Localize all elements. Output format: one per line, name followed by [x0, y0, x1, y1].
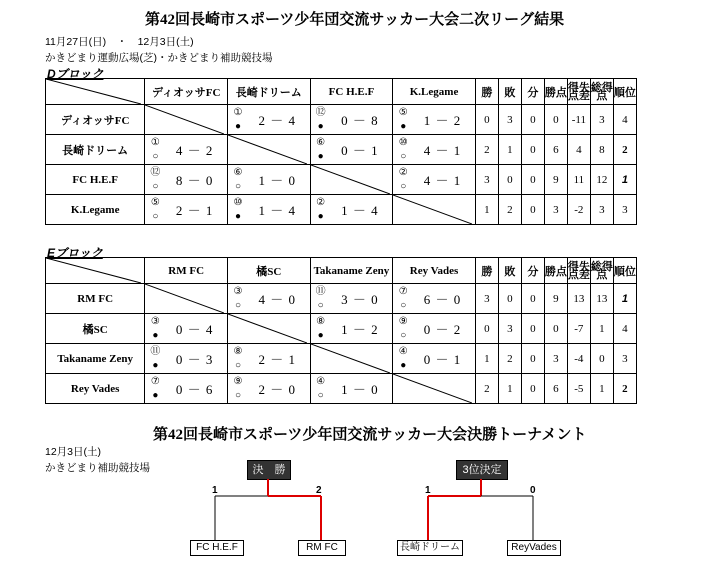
- stat-header: 分: [521, 258, 544, 284]
- match-number: ⑧: [233, 346, 243, 357]
- match-score: 2 － 0: [258, 382, 297, 397]
- stat-value: 0: [521, 105, 544, 135]
- stat-header: 総得点: [590, 258, 613, 284]
- match-score: 2 － 1: [258, 352, 297, 367]
- stat-value: 0: [498, 165, 521, 195]
- match-number: ④: [316, 376, 326, 387]
- match-score: 1 － 0: [258, 173, 297, 188]
- stat-value: 1: [475, 195, 498, 225]
- stat-value: 3: [498, 314, 521, 344]
- match-score: 0 － 4: [175, 322, 214, 337]
- stat-value: 12: [590, 165, 613, 195]
- match-score: 3 － 0: [341, 292, 379, 307]
- stat-value: 1: [475, 344, 498, 374]
- match-number: ②: [316, 197, 326, 208]
- match-number: ⑨: [233, 376, 243, 387]
- match-number: ⑥: [233, 167, 243, 178]
- final-left-team: FC H.E.F: [190, 540, 244, 556]
- match-number: ⑫: [150, 167, 161, 178]
- stat-value: 3: [475, 284, 498, 314]
- match-score: 1 － 0: [341, 382, 379, 397]
- column-team-header: ディオッサFC: [145, 79, 228, 105]
- block-d-label: Dブロック: [47, 67, 104, 81]
- stat-value: 0: [590, 344, 613, 374]
- stat-header: 敗: [498, 79, 521, 105]
- column-team-header: 橘SC: [227, 258, 310, 284]
- stat-value: 1: [498, 135, 521, 165]
- match-number: ③: [150, 316, 160, 327]
- venues-line: かきどまり運動広場(芝)・かきどまり補助競技場: [45, 52, 273, 64]
- row-team-name: RM FC: [46, 284, 145, 314]
- match-score: 4 － 1: [423, 173, 462, 188]
- match-number: ⑪: [150, 346, 161, 357]
- result-mark: ○: [234, 360, 241, 371]
- stat-value: 8: [590, 135, 613, 165]
- tournament-date: 12月3日(土): [45, 446, 102, 458]
- match-score: 0 － 2: [423, 322, 462, 337]
- match-number: ②: [398, 167, 408, 178]
- third-right-team: ReyVades: [507, 540, 561, 556]
- column-team-header: K.Legame: [393, 79, 476, 105]
- match-number: ⑧: [316, 316, 326, 327]
- stat-value: 2: [498, 344, 521, 374]
- stat-header: 敗: [498, 258, 521, 284]
- match-score: 6 － 0: [423, 292, 462, 307]
- stat-header: 勝点: [544, 258, 567, 284]
- row-team-name: 橘SC: [46, 314, 145, 344]
- stat-value: 9: [544, 165, 567, 195]
- column-team-header: Takaname Zeny: [310, 258, 393, 284]
- result-mark: ○: [234, 390, 241, 401]
- match-score: 1 － 2: [423, 113, 462, 128]
- match-score: 1 － 4: [341, 203, 379, 218]
- stat-value: 0: [475, 314, 498, 344]
- stat-value: 0: [521, 165, 544, 195]
- result-mark: ●: [152, 330, 159, 341]
- stat-value: 3: [544, 344, 567, 374]
- match-score: 0 － 8: [341, 113, 379, 128]
- stat-value: 0: [521, 195, 544, 225]
- match-number: ⑤: [150, 197, 160, 208]
- stat-value: 3: [613, 195, 636, 225]
- row-team-name: ディオッサFC: [46, 105, 145, 135]
- column-team-header: 長崎ドリーム: [227, 79, 310, 105]
- stat-header: 分: [521, 79, 544, 105]
- final-right-score: 2: [316, 485, 322, 496]
- result-mark: ●: [317, 211, 324, 222]
- match-score: 0 － 3: [175, 352, 214, 367]
- match-number: ⑩: [398, 137, 408, 148]
- final-label: 決 勝: [247, 460, 291, 480]
- result-mark: ●: [400, 360, 407, 371]
- stat-value: 4: [613, 105, 636, 135]
- match-number: ⑤: [398, 107, 408, 118]
- result-mark: ●: [152, 360, 159, 371]
- third-right-score: 0: [530, 485, 536, 496]
- stat-value: 1: [590, 374, 613, 404]
- result-mark: ○: [234, 181, 241, 192]
- result-mark: ○: [400, 300, 407, 311]
- stat-value: 0: [521, 344, 544, 374]
- stat-header: 勝: [475, 79, 498, 105]
- match-score: 2 － 4: [258, 113, 297, 128]
- row-team-name: Takaname Zeny: [46, 344, 145, 374]
- stat-value: 3: [475, 165, 498, 195]
- match-score: 1 － 2: [341, 322, 379, 337]
- stat-value: 9: [544, 284, 567, 314]
- result-mark: ●: [152, 390, 159, 401]
- stat-value: 3: [590, 195, 613, 225]
- stat-value: -5: [567, 374, 590, 404]
- stat-header: 総得点: [590, 79, 613, 105]
- stat-value: 2: [498, 195, 521, 225]
- stat-value: 3: [613, 344, 636, 374]
- result-mark: ○: [234, 300, 241, 311]
- stat-value: 0: [544, 105, 567, 135]
- match-score: 4 － 2: [175, 143, 214, 158]
- result-mark: ○: [317, 300, 324, 311]
- result-mark: ●: [234, 211, 241, 222]
- final-right-team: RM FC: [298, 540, 346, 556]
- match-number: ③: [233, 286, 243, 297]
- third-place-label: 3位決定: [456, 460, 508, 480]
- row-team-name: 長崎ドリーム: [46, 135, 145, 165]
- column-team-header: RM FC: [145, 258, 228, 284]
- result-mark: ○: [152, 181, 159, 192]
- result-mark: ○: [317, 390, 324, 401]
- stat-value: 0: [521, 314, 544, 344]
- stat-value: 11: [567, 165, 590, 195]
- stat-value: 2: [475, 135, 498, 165]
- match-score: 2 － 1: [175, 203, 214, 218]
- row-team-name: Rey Vades: [46, 374, 145, 404]
- result-mark: ●: [400, 121, 407, 132]
- row-team-name: FC H.E.F: [46, 165, 145, 195]
- stat-value: 2: [613, 374, 636, 404]
- column-team-header: Rey Vades: [393, 258, 476, 284]
- match-number: ⑪: [315, 286, 326, 297]
- stat-value: -11: [567, 105, 590, 135]
- stat-value: 0: [521, 284, 544, 314]
- stat-value: 4: [567, 135, 590, 165]
- stat-value: 0: [521, 135, 544, 165]
- third-left-score: 1: [425, 485, 431, 496]
- match-score: 4 － 0: [258, 292, 297, 307]
- result-mark: ○: [400, 330, 407, 341]
- match-score: 0 － 1: [423, 352, 462, 367]
- stat-value: -4: [567, 344, 590, 374]
- stat-header: 得失点差: [567, 79, 590, 105]
- stat-value: 1: [498, 374, 521, 404]
- result-mark: ●: [317, 330, 324, 341]
- match-number: ①: [150, 137, 160, 148]
- match-number: ⑩: [233, 197, 243, 208]
- result-mark: ●: [317, 151, 324, 162]
- match-number: ⑥: [316, 137, 326, 148]
- match-score: 1 － 4: [258, 203, 297, 218]
- stat-value: 13: [567, 284, 590, 314]
- stat-value: 0: [475, 105, 498, 135]
- stat-value: 1: [590, 314, 613, 344]
- stat-value: 4: [613, 314, 636, 344]
- match-number: ①: [233, 107, 243, 118]
- stat-header: 勝: [475, 258, 498, 284]
- match-number: ⑨: [398, 316, 408, 327]
- tournament-title: 第42回長崎市スポーツ少年団交流サッカー大会決勝トーナメント: [153, 427, 587, 443]
- result-mark: ○: [400, 151, 407, 162]
- third-left-team: 長崎ドリーム: [397, 540, 463, 556]
- tournament-venue: かきどまり補助競技場: [45, 462, 150, 474]
- result-mark: ○: [152, 151, 159, 162]
- stat-value: 1: [613, 165, 636, 195]
- row-team-name: K.Legame: [46, 195, 145, 225]
- stat-value: -7: [567, 314, 590, 344]
- stat-header: 得失点差: [567, 258, 590, 284]
- stat-value: 3: [590, 105, 613, 135]
- stat-value: 2: [475, 374, 498, 404]
- stat-value: 0: [521, 374, 544, 404]
- stat-value: 1: [613, 284, 636, 314]
- match-number: ⑦: [150, 376, 160, 387]
- final-left-score: 1: [212, 485, 218, 496]
- page-title: 第42回長崎市スポーツ少年団交流サッカー大会二次リーグ結果: [145, 12, 565, 28]
- stat-value: 13: [590, 284, 613, 314]
- stat-value: -2: [567, 195, 590, 225]
- dates-line: 11月27日(日) ・ 12月3日(土): [45, 36, 194, 48]
- stat-value: 2: [613, 135, 636, 165]
- result-mark: ●: [317, 121, 324, 132]
- match-score: 4 － 1: [423, 143, 462, 158]
- stat-header: 勝点: [544, 79, 567, 105]
- stat-header: 順位: [613, 79, 636, 105]
- result-mark: ●: [234, 121, 241, 132]
- stat-value: 3: [544, 195, 567, 225]
- result-mark: ○: [152, 211, 159, 222]
- match-number: ⑫: [315, 107, 326, 118]
- stat-value: 0: [498, 284, 521, 314]
- match-score: 0 － 6: [175, 382, 214, 397]
- result-mark: ○: [400, 181, 407, 192]
- match-number: ⑦: [398, 286, 408, 297]
- block-e-label: Eブロック: [47, 246, 103, 260]
- stat-value: 3: [498, 105, 521, 135]
- column-team-header: FC H.E.F: [310, 79, 393, 105]
- match-number: ④: [398, 346, 408, 357]
- match-score: 0 － 1: [341, 143, 379, 158]
- stat-header: 順位: [613, 258, 636, 284]
- stat-value: 0: [544, 314, 567, 344]
- stat-value: 6: [544, 374, 567, 404]
- match-score: 8 － 0: [175, 173, 214, 188]
- stat-value: 6: [544, 135, 567, 165]
